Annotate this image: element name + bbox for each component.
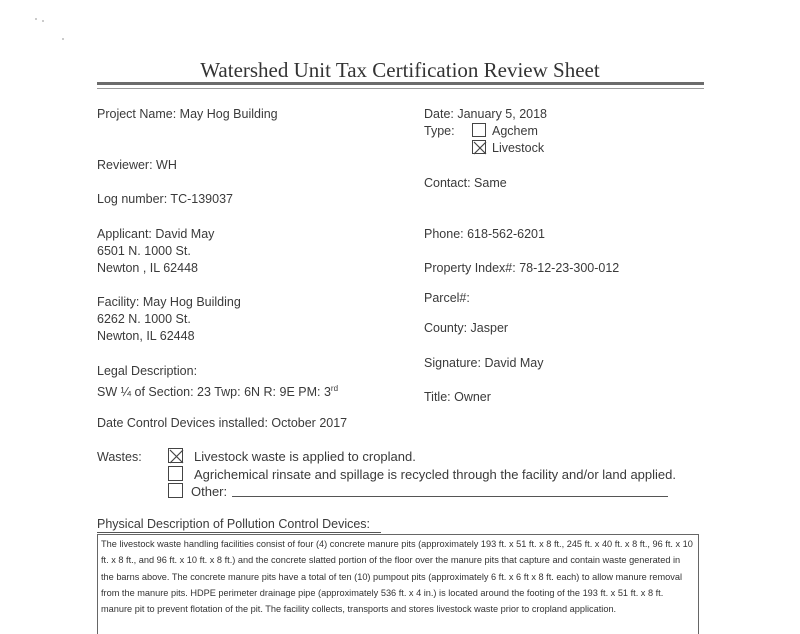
project-name: Project Name: May Hog Building — [97, 107, 278, 121]
signature: Signature: David May — [424, 356, 544, 370]
waste-agrichemical-label: Agrichemical rinsate and spillage is recycled through the facility and/or land applied. — [194, 467, 676, 482]
check-x-icon — [169, 449, 184, 464]
waste-other-checkbox[interactable] — [168, 483, 183, 498]
type-agchem-label: Agchem — [492, 124, 538, 138]
waste-livestock-checkbox[interactable] — [168, 448, 183, 463]
type-livestock-checkbox[interactable] — [472, 140, 486, 154]
title-rule — [97, 82, 704, 85]
title-rule-thin — [97, 88, 704, 89]
type-label: Type: — [424, 124, 455, 138]
check-x-icon — [473, 141, 487, 155]
legal-description-text: SW ¼ of Section: 23 Twp: 6N R: 9E PM: 3 — [97, 385, 331, 400]
scan-speck — [62, 38, 64, 40]
county: County: Jasper — [424, 321, 509, 335]
applicant-street: 6501 N. 1000 St. — [97, 244, 191, 258]
legal-description-value — [97, 380, 338, 401]
log-number: Log number: TC-139037 — [97, 192, 233, 206]
other-fill-line[interactable] — [232, 496, 668, 497]
date-control-devices: Date Control Devices installed: October 2017 — [97, 416, 348, 430]
phone: Phone: 618-562-6201 — [424, 227, 545, 241]
scan-speck — [42, 20, 44, 22]
title-field: Title: Owner — [424, 390, 491, 404]
physical-description-text: The livestock waste handling facilities consist of four (4) concrete manure pits (approximately 193 ft. x 51 ft. x 8 ft., 245 ft. x 40 ft. x 8 ft., 96 ft. x 10 ft. x 8 ft., and 96 ft. x 10 ft. x 8 ft.) and the concrete slatted portion of the floor over the manure pits that capture and contain waste generated in the barns above. The concrete manure pits have a total of ten (10) pumpout pits (approximately 6 ft. x 6 ft x 8 ft. each) to allow manure removal from the manure pits. HDPE perimeter drainage pipe (approximately 536 ft. x 4 in.) is located around the footing of the 193 ft. x 51 ft. x 8 ft. manure pit to prevent flotation of the pit. The facility collects, transports and stores livestock waste prior to cropland application. — [97, 534, 699, 634]
property-index: Property Index#: 78-12-23-300-012 — [424, 261, 620, 275]
contact: Contact: Same — [424, 176, 507, 190]
waste-agrichemical-checkbox[interactable] — [168, 466, 183, 481]
applicant-city: Newton , IL 62448 — [97, 261, 198, 275]
wastes-label: Wastes: — [97, 450, 142, 464]
facility-street: 6262 N. 1000 St. — [97, 312, 191, 326]
facility-name: Facility: May Hog Building — [97, 295, 241, 309]
parcel: Parcel#: — [424, 291, 470, 305]
type-agchem-checkbox[interactable] — [472, 123, 486, 137]
heading-underline — [97, 532, 381, 533]
facility-city: Newton, IL 62448 — [97, 329, 195, 343]
reviewer: Reviewer: WH — [97, 158, 177, 172]
date: Date: January 5, 2018 — [424, 107, 547, 121]
legal-description-label: Legal Description: — [97, 364, 198, 378]
type-livestock-label: Livestock — [492, 141, 545, 155]
waste-livestock-label: Livestock waste is applied to cropland. — [194, 449, 416, 464]
applicant-name: Applicant: David May — [97, 227, 215, 241]
physical-description-heading: Physical Description of Pollution Control Devices: — [97, 517, 371, 531]
waste-other-label: Other: — [191, 484, 228, 499]
legal-description-sup: rd — [330, 384, 339, 393]
scan-speck — [35, 18, 37, 20]
document-title: Watershed Unit Tax Certification Review Sheet — [200, 58, 600, 82]
